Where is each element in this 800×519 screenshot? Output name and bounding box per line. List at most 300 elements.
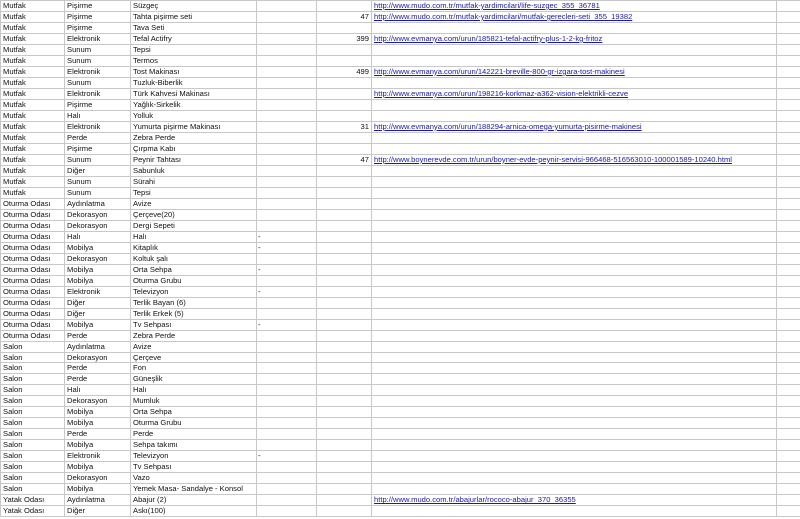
category-cell[interactable]: Halı xyxy=(65,385,131,396)
price-cell[interactable] xyxy=(317,286,372,297)
room-cell[interactable]: Oturma Odası xyxy=(1,242,65,253)
room-cell[interactable]: Mutfak xyxy=(1,77,65,88)
item-cell[interactable]: Tava Seti xyxy=(131,22,257,33)
price-cell[interactable] xyxy=(317,352,372,363)
category-cell[interactable]: Perde xyxy=(65,330,131,341)
price-cell[interactable] xyxy=(317,495,372,506)
empty-cell[interactable] xyxy=(777,319,800,330)
empty-cell[interactable] xyxy=(777,308,800,319)
price-cell[interactable]: 47 xyxy=(317,154,372,165)
url-cell[interactable] xyxy=(372,121,777,132)
note-cell[interactable] xyxy=(257,462,317,473)
url-cell[interactable] xyxy=(372,110,777,121)
price-cell[interactable] xyxy=(317,88,372,99)
empty-cell[interactable] xyxy=(777,451,800,462)
room-cell[interactable]: Salon xyxy=(1,440,65,451)
note-cell[interactable] xyxy=(257,33,317,44)
price-cell[interactable] xyxy=(317,330,372,341)
category-cell[interactable]: Sunum xyxy=(65,154,131,165)
price-cell[interactable] xyxy=(317,341,372,352)
item-cell[interactable]: Peynir Tahtası xyxy=(131,154,257,165)
category-cell[interactable]: Pişirme xyxy=(65,1,131,12)
note-cell[interactable]: - xyxy=(257,231,317,242)
item-cell[interactable]: Çerçeve xyxy=(131,352,257,363)
room-cell[interactable]: Mutfak xyxy=(1,1,65,12)
room-cell[interactable]: Mutfak xyxy=(1,154,65,165)
item-cell[interactable]: Fon xyxy=(131,363,257,374)
item-cell[interactable]: Zebra Perde xyxy=(131,330,257,341)
price-cell[interactable] xyxy=(317,143,372,154)
note-cell[interactable] xyxy=(257,418,317,429)
category-cell[interactable]: Dekorasyon xyxy=(65,473,131,484)
item-cell[interactable]: Televizyon xyxy=(131,451,257,462)
category-cell[interactable]: Perde xyxy=(65,132,131,143)
item-cell[interactable]: Orta Sehpa xyxy=(131,264,257,275)
room-cell[interactable]: Mutfak xyxy=(1,99,65,110)
empty-cell[interactable] xyxy=(777,121,800,132)
item-cell[interactable]: Tuzluk-Biberlik xyxy=(131,77,257,88)
url-cell[interactable] xyxy=(372,451,777,462)
price-cell[interactable] xyxy=(317,418,372,429)
note-cell[interactable] xyxy=(257,330,317,341)
price-cell[interactable] xyxy=(317,308,372,319)
item-cell[interactable]: Vazo xyxy=(131,473,257,484)
room-cell[interactable]: Salon xyxy=(1,407,65,418)
product-link[interactable]: http://www.mudo.com.tr/mutfak-yardimcilari/life-suzgec_355_36781 xyxy=(374,1,600,10)
url-cell[interactable] xyxy=(372,495,777,506)
room-cell[interactable]: Mutfak xyxy=(1,110,65,121)
category-cell[interactable]: Sunum xyxy=(65,44,131,55)
category-cell[interactable]: Perde xyxy=(65,363,131,374)
category-cell[interactable]: Sunum xyxy=(65,187,131,198)
price-cell[interactable] xyxy=(317,99,372,110)
category-cell[interactable]: Pişirme xyxy=(65,99,131,110)
category-cell[interactable]: Diğer xyxy=(65,506,131,517)
price-cell[interactable]: 399 xyxy=(317,33,372,44)
url-cell[interactable] xyxy=(372,473,777,484)
room-cell[interactable]: Oturma Odası xyxy=(1,275,65,286)
room-cell[interactable]: Oturma Odası xyxy=(1,220,65,231)
url-cell[interactable] xyxy=(372,462,777,473)
url-cell[interactable] xyxy=(372,352,777,363)
empty-cell[interactable] xyxy=(777,275,800,286)
category-cell[interactable]: Halı xyxy=(65,231,131,242)
category-cell[interactable]: Diğer xyxy=(65,297,131,308)
note-cell[interactable] xyxy=(257,121,317,132)
empty-cell[interactable] xyxy=(777,77,800,88)
empty-cell[interactable] xyxy=(777,165,800,176)
room-cell[interactable]: Oturma Odası xyxy=(1,297,65,308)
empty-cell[interactable] xyxy=(777,506,800,517)
price-cell[interactable]: 31 xyxy=(317,121,372,132)
category-cell[interactable]: Dekorasyon xyxy=(65,396,131,407)
note-cell[interactable] xyxy=(257,165,317,176)
empty-cell[interactable] xyxy=(777,44,800,55)
product-link[interactable]: http://www.evmanya.com/urun/142221-breville-800-gr-izgara-tost-makinesi xyxy=(374,66,625,76)
price-cell[interactable] xyxy=(317,506,372,517)
price-cell[interactable]: 499 xyxy=(317,66,372,77)
note-cell[interactable] xyxy=(257,308,317,319)
price-cell[interactable] xyxy=(317,374,372,385)
room-cell[interactable]: Oturma Odası xyxy=(1,308,65,319)
room-cell[interactable]: Salon xyxy=(1,374,65,385)
url-cell[interactable] xyxy=(372,429,777,440)
price-cell[interactable] xyxy=(317,275,372,286)
price-cell[interactable] xyxy=(317,319,372,330)
room-cell[interactable]: Mutfak xyxy=(1,165,65,176)
item-cell[interactable]: Koltuk şalı xyxy=(131,253,257,264)
price-cell[interactable] xyxy=(317,473,372,484)
price-cell[interactable] xyxy=(317,110,372,121)
room-cell[interactable]: Salon xyxy=(1,385,65,396)
empty-cell[interactable] xyxy=(777,396,800,407)
url-cell[interactable] xyxy=(372,165,777,176)
item-cell[interactable]: Yumurta pişirme Makinası xyxy=(131,121,257,132)
price-cell[interactable] xyxy=(317,132,372,143)
category-cell[interactable]: Elektronik xyxy=(65,33,131,44)
category-cell[interactable]: Sunum xyxy=(65,176,131,187)
price-cell[interactable] xyxy=(317,484,372,495)
room-cell[interactable]: Salon xyxy=(1,352,65,363)
note-cell[interactable] xyxy=(257,407,317,418)
price-cell[interactable] xyxy=(317,253,372,264)
category-cell[interactable]: Pişirme xyxy=(65,22,131,33)
item-cell[interactable]: Yemek Masa- Sandalye - Konsol xyxy=(131,484,257,495)
price-cell[interactable] xyxy=(317,55,372,66)
url-cell[interactable] xyxy=(372,319,777,330)
note-cell[interactable]: - xyxy=(257,286,317,297)
room-cell[interactable]: Mutfak xyxy=(1,143,65,154)
url-cell[interactable] xyxy=(372,242,777,253)
url-cell[interactable] xyxy=(372,55,777,66)
note-cell[interactable] xyxy=(257,187,317,198)
price-cell[interactable] xyxy=(317,231,372,242)
empty-cell[interactable] xyxy=(777,462,800,473)
empty-cell[interactable] xyxy=(777,33,800,44)
note-cell[interactable] xyxy=(257,374,317,385)
url-cell[interactable] xyxy=(372,231,777,242)
empty-cell[interactable] xyxy=(777,143,800,154)
url-cell[interactable] xyxy=(372,66,777,77)
category-cell[interactable]: Elektronik xyxy=(65,121,131,132)
item-cell[interactable]: Abajur (2) xyxy=(131,495,257,506)
item-cell[interactable]: Dergi Sepeti xyxy=(131,220,257,231)
note-cell[interactable] xyxy=(257,220,317,231)
empty-cell[interactable] xyxy=(777,363,800,374)
note-cell[interactable] xyxy=(257,143,317,154)
note-cell[interactable] xyxy=(257,253,317,264)
url-cell[interactable] xyxy=(372,308,777,319)
room-cell[interactable]: Salon xyxy=(1,484,65,495)
product-link[interactable]: http://www.evmanya.com/urun/185821-tefal-actifry-plus-1-2-kg-fritoz xyxy=(374,33,603,43)
room-cell[interactable]: Oturma Odası xyxy=(1,209,65,220)
category-cell[interactable]: Dekorasyon xyxy=(65,253,131,264)
category-cell[interactable]: Mobilya xyxy=(65,242,131,253)
empty-cell[interactable] xyxy=(777,264,800,275)
product-link[interactable]: http://www.evmanya.com/urun/198216-korkmaz-a362-vision-elektrikli-cezve xyxy=(374,88,629,98)
room-cell[interactable]: Mutfak xyxy=(1,121,65,132)
category-cell[interactable]: Mobilya xyxy=(65,484,131,495)
note-cell[interactable] xyxy=(257,363,317,374)
price-cell[interactable] xyxy=(317,385,372,396)
item-cell[interactable]: Avize xyxy=(131,198,257,209)
empty-cell[interactable] xyxy=(777,99,800,110)
price-cell[interactable] xyxy=(317,462,372,473)
price-cell[interactable] xyxy=(317,77,372,88)
url-cell[interactable] xyxy=(372,275,777,286)
note-cell[interactable] xyxy=(257,385,317,396)
room-cell[interactable]: Oturma Odası xyxy=(1,286,65,297)
item-cell[interactable]: Perde xyxy=(131,429,257,440)
empty-cell[interactable] xyxy=(777,330,800,341)
empty-cell[interactable] xyxy=(777,429,800,440)
price-cell[interactable] xyxy=(317,407,372,418)
price-cell[interactable] xyxy=(317,440,372,451)
note-cell[interactable] xyxy=(257,429,317,440)
room-cell[interactable]: Salon xyxy=(1,363,65,374)
url-cell[interactable] xyxy=(372,264,777,275)
item-cell[interactable]: Sürahi xyxy=(131,176,257,187)
note-cell[interactable] xyxy=(257,506,317,517)
category-cell[interactable]: Sunum xyxy=(65,55,131,66)
url-cell[interactable] xyxy=(372,506,777,517)
price-cell[interactable] xyxy=(317,220,372,231)
item-cell[interactable]: Sabunluk xyxy=(131,165,257,176)
note-cell[interactable] xyxy=(257,352,317,363)
room-cell[interactable]: Oturma Odası xyxy=(1,330,65,341)
item-cell[interactable]: Tepsi xyxy=(131,187,257,198)
note-cell[interactable] xyxy=(257,396,317,407)
empty-cell[interactable] xyxy=(777,286,800,297)
room-cell[interactable]: Oturma Odası xyxy=(1,264,65,275)
note-cell[interactable] xyxy=(257,88,317,99)
item-cell[interactable]: Süzgeç xyxy=(131,1,257,12)
empty-cell[interactable] xyxy=(777,66,800,77)
room-cell[interactable]: Mutfak xyxy=(1,33,65,44)
empty-cell[interactable] xyxy=(777,88,800,99)
note-cell[interactable]: - xyxy=(257,242,317,253)
price-cell[interactable] xyxy=(317,242,372,253)
room-cell[interactable]: Mutfak xyxy=(1,187,65,198)
item-cell[interactable]: Oturma Grubu xyxy=(131,418,257,429)
category-cell[interactable]: Diğer xyxy=(65,308,131,319)
item-cell[interactable]: Sehpa takımı xyxy=(131,440,257,451)
category-cell[interactable]: Sunum xyxy=(65,77,131,88)
item-cell[interactable]: Halı xyxy=(131,385,257,396)
category-cell[interactable]: Mobilya xyxy=(65,275,131,286)
item-cell[interactable]: Terlik Bayan (6) xyxy=(131,297,257,308)
url-cell[interactable] xyxy=(372,1,777,12)
item-cell[interactable]: Terlik Erkek (5) xyxy=(131,308,257,319)
url-cell[interactable] xyxy=(372,407,777,418)
category-cell[interactable]: Halı xyxy=(65,110,131,121)
url-cell[interactable] xyxy=(372,143,777,154)
room-cell[interactable]: Oturma Odası xyxy=(1,198,65,209)
empty-cell[interactable] xyxy=(777,385,800,396)
note-cell[interactable] xyxy=(257,275,317,286)
item-cell[interactable]: Yağlık-Sirkelik xyxy=(131,99,257,110)
empty-cell[interactable] xyxy=(777,198,800,209)
item-cell[interactable]: Türk Kahvesi Makinası xyxy=(131,88,257,99)
room-cell[interactable]: Mutfak xyxy=(1,55,65,66)
price-cell[interactable] xyxy=(317,44,372,55)
empty-cell[interactable] xyxy=(777,187,800,198)
item-cell[interactable]: Tv Sehpası xyxy=(131,462,257,473)
category-cell[interactable]: Pişirme xyxy=(65,143,131,154)
price-cell[interactable] xyxy=(317,451,372,462)
room-cell[interactable]: Mutfak xyxy=(1,88,65,99)
category-cell[interactable]: Elektronik xyxy=(65,451,131,462)
item-cell[interactable]: Tv Sehpası xyxy=(131,319,257,330)
url-cell[interactable] xyxy=(372,440,777,451)
item-cell[interactable]: Kitaplık xyxy=(131,242,257,253)
url-cell[interactable] xyxy=(372,286,777,297)
item-cell[interactable]: Yolluk xyxy=(131,110,257,121)
note-cell[interactable] xyxy=(257,44,317,55)
note-cell[interactable] xyxy=(257,484,317,495)
url-cell[interactable] xyxy=(372,385,777,396)
item-cell[interactable]: Orta Sehpa xyxy=(131,407,257,418)
category-cell[interactable]: Aydınlatma xyxy=(65,341,131,352)
price-cell[interactable] xyxy=(317,209,372,220)
empty-cell[interactable] xyxy=(777,154,800,165)
category-cell[interactable]: Pişirme xyxy=(65,11,131,22)
category-cell[interactable]: Aydınlatma xyxy=(65,495,131,506)
url-cell[interactable] xyxy=(372,220,777,231)
category-cell[interactable]: Elektronik xyxy=(65,286,131,297)
item-cell[interactable]: Tahta pişirme seti xyxy=(131,11,257,22)
empty-cell[interactable] xyxy=(777,297,800,308)
item-cell[interactable]: Halı xyxy=(131,231,257,242)
note-cell[interactable] xyxy=(257,341,317,352)
category-cell[interactable]: Mobilya xyxy=(65,319,131,330)
url-cell[interactable] xyxy=(372,77,777,88)
item-cell[interactable]: Askı(100) xyxy=(131,506,257,517)
category-cell[interactable]: Mobilya xyxy=(65,440,131,451)
empty-cell[interactable] xyxy=(777,209,800,220)
room-cell[interactable]: Mutfak xyxy=(1,11,65,22)
item-cell[interactable]: Tefal Actifry xyxy=(131,33,257,44)
item-cell[interactable]: Televizyon xyxy=(131,286,257,297)
empty-cell[interactable] xyxy=(777,55,800,66)
category-cell[interactable]: Dekorasyon xyxy=(65,352,131,363)
note-cell[interactable] xyxy=(257,99,317,110)
note-cell[interactable] xyxy=(257,473,317,484)
item-cell[interactable]: Mumluk xyxy=(131,396,257,407)
category-cell[interactable]: Aydınlatma xyxy=(65,198,131,209)
empty-cell[interactable] xyxy=(777,231,800,242)
room-cell[interactable]: Salon xyxy=(1,462,65,473)
price-cell[interactable] xyxy=(317,396,372,407)
url-cell[interactable] xyxy=(372,132,777,143)
empty-cell[interactable] xyxy=(777,176,800,187)
empty-cell[interactable] xyxy=(777,242,800,253)
item-cell[interactable]: Tepsi xyxy=(131,44,257,55)
category-cell[interactable]: Mobilya xyxy=(65,407,131,418)
empty-cell[interactable] xyxy=(777,352,800,363)
note-cell[interactable] xyxy=(257,176,317,187)
url-cell[interactable] xyxy=(372,374,777,385)
note-cell[interactable] xyxy=(257,11,317,22)
item-cell[interactable]: Avize xyxy=(131,341,257,352)
room-cell[interactable]: Oturma Odası xyxy=(1,319,65,330)
note-cell[interactable] xyxy=(257,132,317,143)
room-cell[interactable]: Mutfak xyxy=(1,44,65,55)
note-cell[interactable] xyxy=(257,440,317,451)
category-cell[interactable]: Mobilya xyxy=(65,264,131,275)
empty-cell[interactable] xyxy=(777,407,800,418)
note-cell[interactable] xyxy=(257,55,317,66)
room-cell[interactable]: Mutfak xyxy=(1,176,65,187)
url-cell[interactable] xyxy=(372,88,777,99)
url-cell[interactable] xyxy=(372,209,777,220)
room-cell[interactable]: Mutfak xyxy=(1,132,65,143)
empty-cell[interactable] xyxy=(777,440,800,451)
room-cell[interactable]: Salon xyxy=(1,451,65,462)
empty-cell[interactable] xyxy=(777,495,800,506)
room-cell[interactable]: Oturma Odası xyxy=(1,253,65,264)
url-cell[interactable] xyxy=(372,154,777,165)
empty-cell[interactable] xyxy=(777,132,800,143)
url-cell[interactable] xyxy=(372,484,777,495)
empty-cell[interactable] xyxy=(777,473,800,484)
note-cell[interactable]: - xyxy=(257,451,317,462)
note-cell[interactable] xyxy=(257,495,317,506)
category-cell[interactable]: Dekorasyon xyxy=(65,209,131,220)
empty-cell[interactable] xyxy=(777,418,800,429)
category-cell[interactable]: Elektronik xyxy=(65,66,131,77)
price-cell[interactable] xyxy=(317,176,372,187)
category-cell[interactable]: Perde xyxy=(65,429,131,440)
room-cell[interactable]: Salon xyxy=(1,341,65,352)
url-cell[interactable] xyxy=(372,198,777,209)
note-cell[interactable] xyxy=(257,110,317,121)
item-cell[interactable]: Termos xyxy=(131,55,257,66)
item-cell[interactable]: Çerçeve(20) xyxy=(131,209,257,220)
item-cell[interactable]: Tost Makinası xyxy=(131,66,257,77)
category-cell[interactable]: Dekorasyon xyxy=(65,220,131,231)
item-cell[interactable]: Oturma Grubu xyxy=(131,275,257,286)
empty-cell[interactable] xyxy=(777,110,800,121)
empty-cell[interactable] xyxy=(777,220,800,231)
empty-cell[interactable] xyxy=(777,1,800,12)
price-cell[interactable] xyxy=(317,429,372,440)
url-cell[interactable] xyxy=(372,363,777,374)
price-cell[interactable]: 47 xyxy=(317,11,372,22)
price-cell[interactable] xyxy=(317,22,372,33)
room-cell[interactable]: Mutfak xyxy=(1,66,65,77)
note-cell[interactable] xyxy=(257,154,317,165)
empty-cell[interactable] xyxy=(777,253,800,264)
url-cell[interactable] xyxy=(372,44,777,55)
empty-cell[interactable] xyxy=(777,374,800,385)
empty-cell[interactable] xyxy=(777,341,800,352)
category-cell[interactable]: Elektronik xyxy=(65,88,131,99)
room-cell[interactable]: Yatak Odası xyxy=(1,495,65,506)
url-cell[interactable] xyxy=(372,99,777,110)
category-cell[interactable]: Perde xyxy=(65,374,131,385)
url-cell[interactable] xyxy=(372,253,777,264)
note-cell[interactable] xyxy=(257,66,317,77)
room-cell[interactable]: Salon xyxy=(1,396,65,407)
price-cell[interactable] xyxy=(317,264,372,275)
price-cell[interactable] xyxy=(317,363,372,374)
product-link[interactable]: http://www.mudo.com.tr/abajurlar/rococo-abajur_370_36355 xyxy=(374,495,576,505)
product-link[interactable]: http://www.boynerevde.com.tr/urun/boyner-evde-peynir-servisi-966468-516563010-100001589-10240.html xyxy=(374,154,732,164)
note-cell[interactable] xyxy=(257,198,317,209)
item-cell[interactable]: Güneşlik xyxy=(131,374,257,385)
category-cell[interactable]: Mobilya xyxy=(65,418,131,429)
